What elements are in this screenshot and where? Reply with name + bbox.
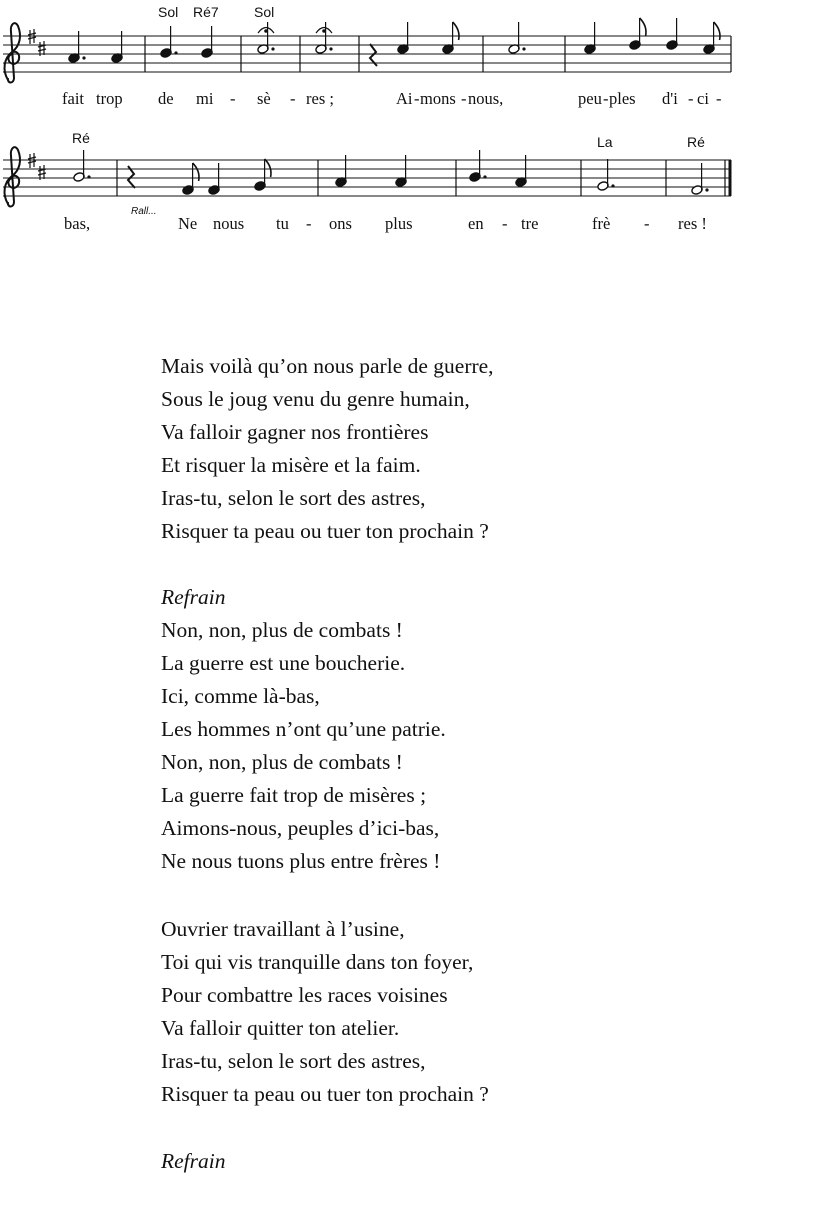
lyric-syllable: res ; bbox=[306, 89, 334, 108]
verse-line: Ouvrier travaillant à l’usine, bbox=[161, 917, 405, 941]
lyric-syllable: fait bbox=[62, 89, 84, 108]
lyric-syllable: trop bbox=[96, 89, 123, 108]
staff-lines bbox=[3, 160, 731, 196]
chord-symbol: Ré bbox=[72, 130, 90, 146]
lyric-syllable: de bbox=[158, 89, 174, 108]
refrain-line: La guerre fait trop de misères ; bbox=[161, 783, 427, 807]
lyric-hyphen: - bbox=[603, 89, 609, 108]
note-flag bbox=[265, 159, 271, 177]
lyric-syllable: ples bbox=[609, 89, 636, 108]
chord-symbol: Ré bbox=[687, 134, 705, 150]
note-dot bbox=[82, 56, 85, 59]
lyrics-line-1 bbox=[62, 89, 722, 108]
lyric-hyphen: - bbox=[644, 214, 650, 233]
refrain-line: Ne nous tuons plus entre frères ! bbox=[161, 849, 441, 873]
chord-symbol: Ré7 bbox=[193, 4, 219, 20]
lyric-syllable: nous bbox=[213, 214, 245, 233]
verse-line: Sous le joug venu du genre humain, bbox=[161, 387, 470, 411]
refrain-line: La guerre est une boucherie. bbox=[161, 651, 406, 675]
score-system-1 bbox=[3, 4, 731, 108]
lyric-syllable: ci bbox=[697, 89, 709, 108]
lyric-syllable: peu bbox=[578, 89, 602, 108]
note-dot bbox=[705, 188, 708, 191]
lyric-hyphen: - bbox=[230, 89, 236, 108]
score-system-2 bbox=[3, 130, 731, 233]
verse-1 bbox=[161, 350, 494, 548]
lyric-hyphen: - bbox=[461, 89, 467, 108]
verse-line: Iras-tu, selon le sort des astres, bbox=[161, 486, 426, 510]
refrain-line: Non, non, plus de combats ! bbox=[161, 750, 403, 774]
lyric-syllable: ons bbox=[329, 214, 352, 233]
note-dot bbox=[483, 175, 486, 178]
chord-symbol: Sol bbox=[158, 4, 179, 20]
verse-line: Va falloir gagner nos frontières bbox=[161, 420, 429, 444]
note-dot bbox=[87, 175, 90, 178]
chord-symbol: Sol bbox=[254, 4, 275, 20]
lyric-syllable: mi bbox=[196, 89, 214, 108]
lyric-syllable: frè bbox=[592, 214, 611, 233]
refrain-line: Ici, comme là-bas, bbox=[161, 684, 320, 708]
note-flag bbox=[640, 18, 646, 36]
refrain-label: Refrain bbox=[161, 1149, 226, 1173]
note-flag bbox=[714, 22, 720, 40]
verse-line: Iras-tu, selon le sort des astres, bbox=[161, 1049, 426, 1073]
lyric-syllable: Ne bbox=[178, 214, 198, 233]
lyric-syllable: Ai bbox=[396, 89, 413, 108]
refrain-line: Aimons-nous, peuples d’ici-bas, bbox=[161, 816, 440, 840]
lyric-hyphen: - bbox=[688, 89, 694, 108]
note-dot bbox=[271, 47, 274, 50]
lyric-syllable: sè bbox=[257, 89, 271, 108]
refrain-line: Non, non, plus de combats ! bbox=[161, 618, 403, 642]
notes bbox=[68, 18, 720, 63]
verse-line: Risquer ta peau ou tuer ton prochain ? bbox=[161, 1082, 489, 1106]
lyric-syllable: nous, bbox=[468, 89, 504, 108]
lyric-syllable: bas, bbox=[64, 214, 91, 233]
key-signature-sharps-icon bbox=[28, 153, 46, 180]
key-signature-sharps-icon bbox=[28, 29, 46, 56]
note-dot bbox=[329, 47, 332, 50]
refrain bbox=[161, 581, 446, 878]
lyric-syllable: mons bbox=[420, 89, 456, 108]
lyric-hyphen: - bbox=[414, 89, 420, 108]
verse-line: Et risquer la misère et la faim. bbox=[161, 453, 421, 477]
lyric-syllable: d'i bbox=[662, 89, 678, 108]
lyric-hyphen: - bbox=[716, 89, 722, 108]
verse-line: Pour combattre les races voisines bbox=[161, 983, 448, 1007]
refrain-line: Les hommes n’ont qu’une patrie. bbox=[161, 717, 446, 741]
lyric-hyphen: - bbox=[290, 89, 296, 108]
staff-lines bbox=[3, 36, 731, 72]
verse-2 bbox=[161, 913, 489, 1111]
chord-symbol: La bbox=[597, 134, 613, 150]
fermata-icon bbox=[258, 28, 332, 34]
notes bbox=[73, 150, 709, 195]
note-dot bbox=[174, 51, 177, 54]
lyric-syllable: en bbox=[468, 214, 484, 233]
music-score bbox=[0, 0, 835, 250]
tempo-marking: Rall... bbox=[131, 206, 157, 217]
note-dot bbox=[611, 184, 614, 187]
refrain-label: Refrain bbox=[161, 585, 226, 609]
lyric-syllable: tre bbox=[521, 214, 539, 233]
verse-line: Mais voilà qu’on nous parle de guerre, bbox=[161, 354, 494, 378]
verse-line: Va falloir quitter ton atelier. bbox=[161, 1016, 400, 1040]
lyric-syllable: plus bbox=[385, 214, 413, 233]
note-flag bbox=[453, 22, 459, 40]
note-dot bbox=[522, 47, 525, 50]
treble-clef-icon bbox=[5, 147, 20, 206]
lyric-syllable: res ! bbox=[678, 214, 707, 233]
lyric-syllable: tu bbox=[276, 214, 289, 233]
verse-line: Risquer ta peau ou tuer ton prochain ? bbox=[161, 519, 489, 543]
treble-clef-icon bbox=[5, 23, 20, 82]
verse-line: Toi qui vis tranquille dans ton foyer, bbox=[161, 950, 474, 974]
lyric-hyphen: - bbox=[306, 214, 312, 233]
lyric-hyphen: - bbox=[502, 214, 508, 233]
lyrics-line-2 bbox=[64, 214, 707, 233]
refrain-reprise bbox=[161, 1145, 226, 1178]
